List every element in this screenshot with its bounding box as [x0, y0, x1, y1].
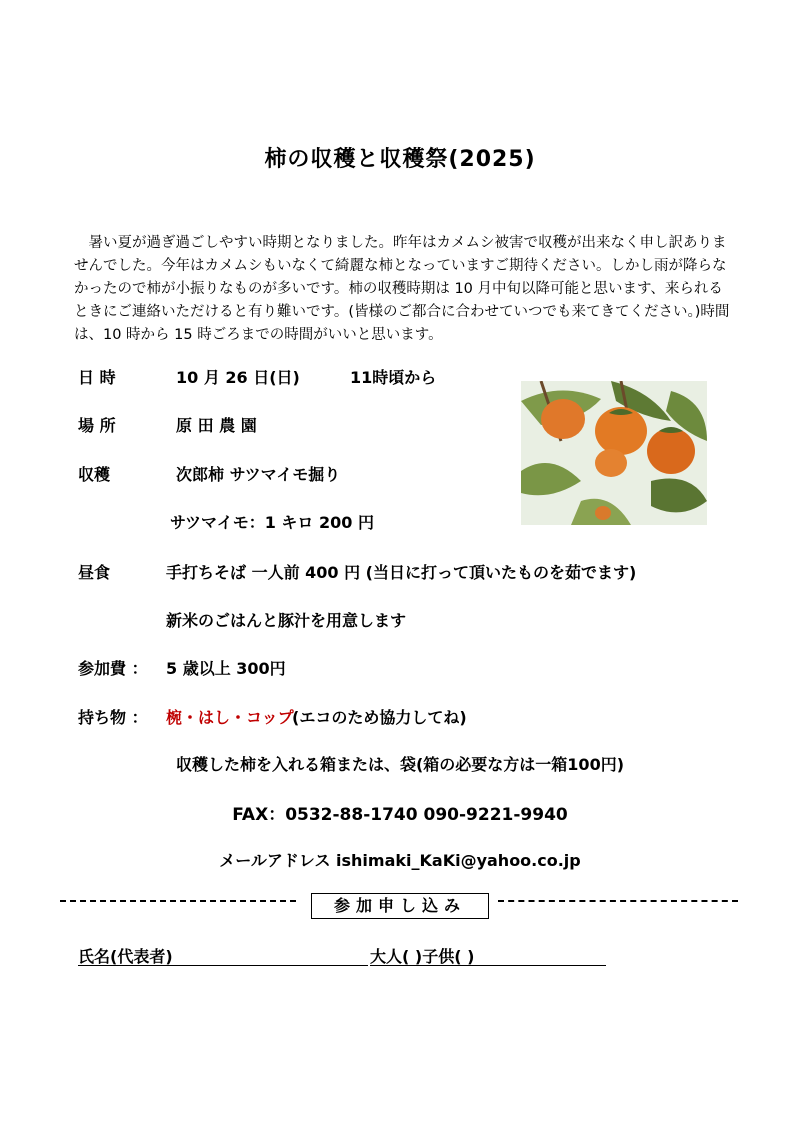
fax-number: FAX：0532-88-1740 090-9221-9940 [232, 805, 568, 825]
potato-price: サツマイモ：1 キロ 200 円 [170, 513, 374, 532]
email-address: メールアドレス ishimaki_KaKi@yahoo.co.jp [219, 851, 581, 870]
count-field[interactable] [370, 965, 606, 966]
fee-label: 参加費 ： [78, 659, 148, 678]
place-value: 原 田 農 園 [176, 416, 257, 435]
date-value: 10 月 26 日(日) [176, 368, 300, 387]
count-label: 大人( )子供( ) [370, 947, 475, 966]
lunch-note: 新米のごはんと豚汁を用意します [166, 611, 407, 630]
divider-right [498, 900, 738, 902]
items-value: 椀・はし・コップ [166, 708, 294, 727]
harvest-value: 次郎柿 サツマイモ掘り [176, 465, 341, 484]
name-field[interactable] [78, 965, 368, 966]
persimmon-icon [521, 381, 707, 525]
lunch-label: 昼食 [78, 563, 111, 582]
intro-paragraph: 暑い夏が過ぎ過ごしやすい時期となりました。昨年はカメムシ被害で収穫が出来なく申し訳ありませんでした。今年はカメムシもいなくて綺麗な柿となっていますご期待ください。しかし雨が降らなかったので柿が小振りなものが多いです。柿の収穫時期は 10 月中旬以降可能と思います、来られるときにご連絡いただけると有り難いです。(皆様のご都合に合わせていつでも来てきてください。)時間は、10 時から 15 時ごろまでの時間がいいと思います。 [74, 235, 730, 343]
items-note: (エコのため協力してね) [292, 708, 467, 727]
lunch-value: 手打ちそば 一人前 400 円 (当日に打って頂いたものを茹でます) [166, 563, 637, 582]
harvest-label: 収穫 [78, 465, 111, 484]
place-label: 場 所 [78, 416, 116, 435]
divider-left [60, 900, 296, 902]
form-heading: 参加申し込み [311, 893, 489, 919]
items-label: 持ち物 ： [78, 708, 148, 727]
date-label: 日 時 [78, 368, 116, 387]
box-note: 収穫した柿を入れる箱または、袋(箱の必要な方は一箱100円) [175, 755, 625, 774]
name-label: 氏名(代表者) [78, 947, 173, 966]
fee-value: 5 歳以上 300円 [166, 659, 286, 678]
time-value: 11時頃から [350, 368, 437, 387]
persimmon-photo [521, 381, 707, 525]
page-title: 柿の収穫と収穫祭(2025) [264, 147, 536, 172]
